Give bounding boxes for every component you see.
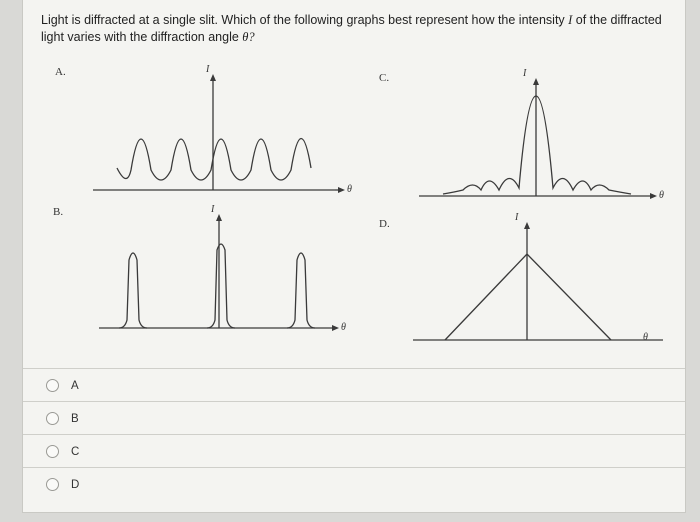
option-c-label: C	[71, 445, 80, 458]
radio-b[interactable]	[46, 412, 59, 425]
question-text: Light is diffracted at a single slit. Which of the following graphs best represent how the intensity I of the diffracted light varies with the diffraction angle θ?	[41, 13, 662, 44]
graph-c-x-arrow	[650, 193, 657, 199]
graph-b-peak-left	[119, 253, 147, 328]
graph-b-x-label: θ	[341, 322, 346, 333]
graph-a-y-label: I	[206, 64, 210, 75]
graphs-figure	[23, 0, 685, 360]
panel-label-c: C.	[379, 72, 390, 84]
graph-c-x-label: θ	[659, 190, 664, 201]
graph-c-curve	[443, 96, 631, 194]
panel-label-a: A.	[55, 66, 66, 78]
radio-c[interactable]	[46, 445, 59, 458]
graph-d-y-label: I	[515, 212, 519, 223]
graph-a	[93, 78, 341, 190]
graph-a-x-arrowhead	[338, 187, 345, 193]
graph-b	[99, 218, 335, 328]
panel-label-d: D.	[379, 218, 390, 230]
graph-d	[413, 226, 663, 340]
graph-b-x-arrow	[332, 325, 339, 331]
graph-c-y-arrow	[533, 78, 539, 85]
option-a-label: A	[71, 379, 79, 392]
graph-d-y-arrow	[524, 222, 530, 229]
option-d-label: D	[71, 478, 80, 491]
graph-d-x-label: θ	[643, 332, 648, 343]
graph-a-y-arrow	[210, 74, 216, 81]
radio-d[interactable]	[46, 478, 59, 491]
option-b-label: B	[71, 412, 79, 425]
graph-a-x-label: θ	[347, 184, 352, 195]
option-b[interactable]	[23, 401, 685, 435]
option-d[interactable]	[23, 467, 685, 501]
graph-b-y-label: I	[211, 204, 215, 215]
radio-a[interactable]	[46, 379, 59, 392]
option-a[interactable]	[23, 368, 685, 402]
graph-c-y-label: I	[523, 68, 527, 79]
graph-b-peak-right	[287, 253, 315, 328]
panel-label-b: B.	[53, 206, 64, 218]
graph-b-y-arrow	[216, 214, 222, 221]
question-card	[22, 0, 686, 513]
graph-d-curve	[445, 254, 611, 340]
graph-c	[419, 82, 653, 196]
graph-b-peak-center	[207, 244, 235, 328]
graph-a-curve	[117, 138, 311, 180]
option-c[interactable]	[23, 434, 685, 468]
